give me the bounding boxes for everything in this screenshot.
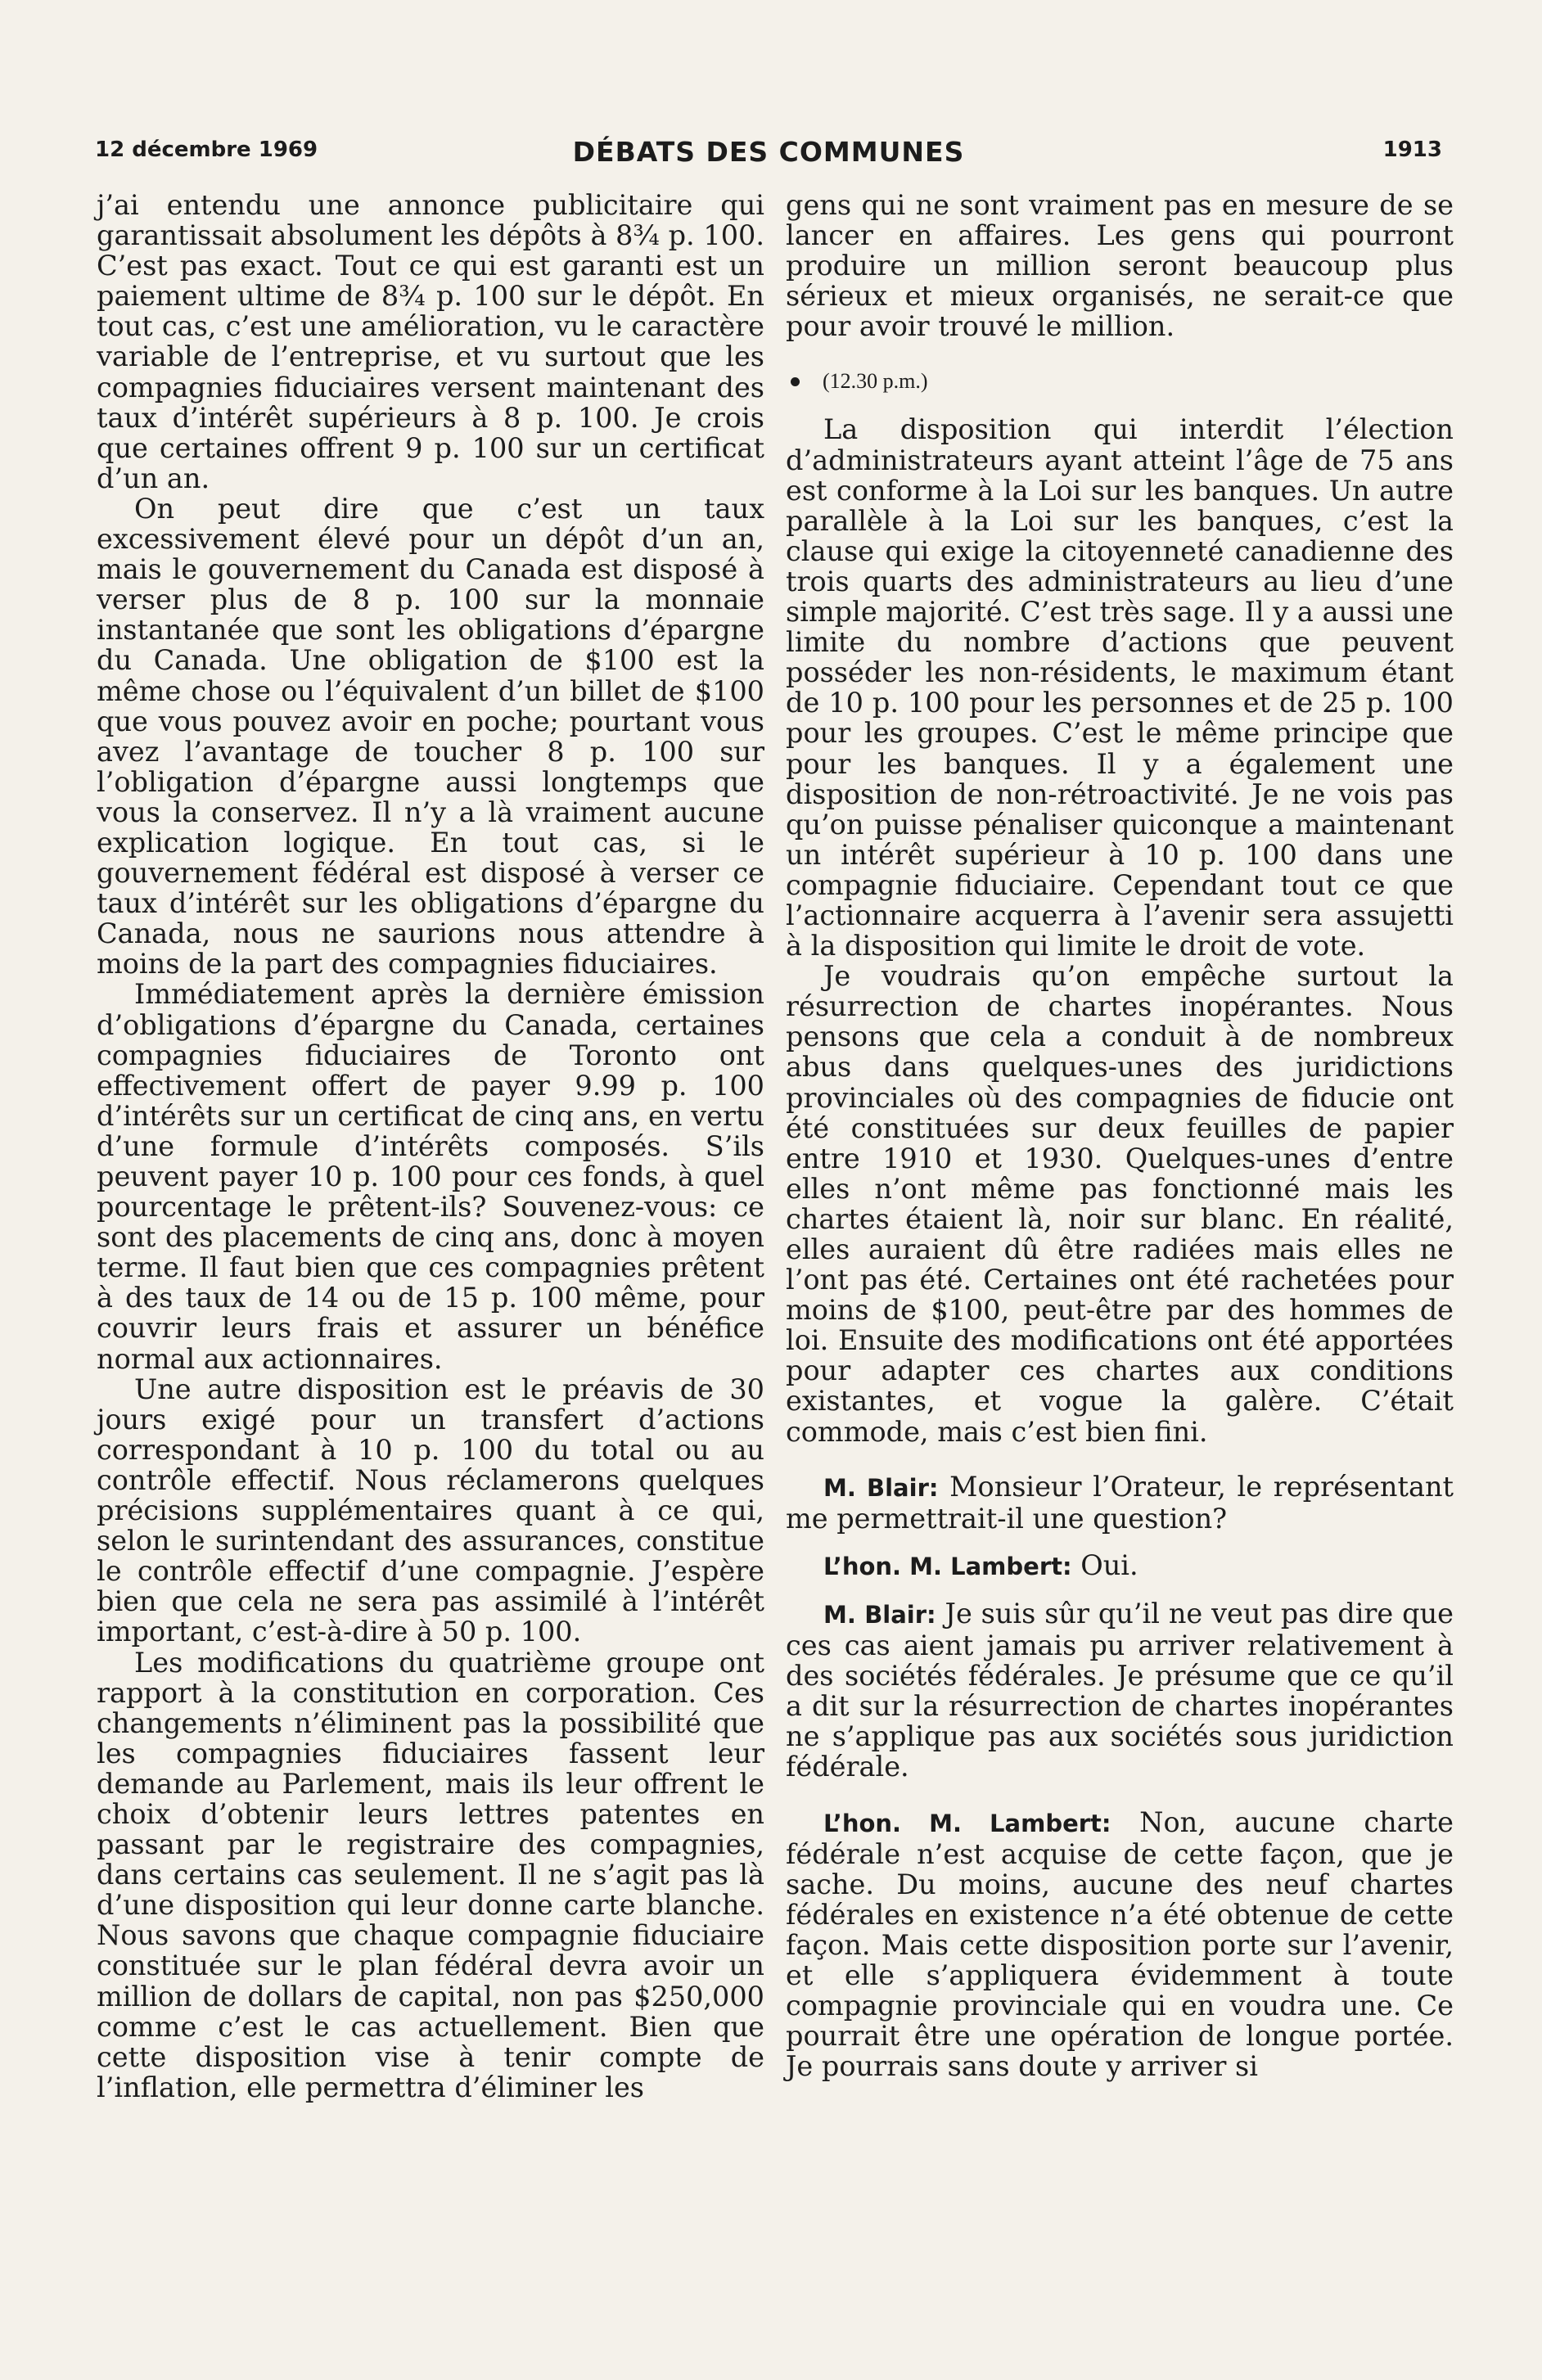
speech-paragraph <box>786 1550 1454 1582</box>
left-column <box>97 190 764 2103</box>
speech-text: Je suis sûr qu’il ne veut pas dire que ces cas aient jamais pu arriver relativement à des sociétés fédérales. Je présume que ce qu’il a dit sur la résurrection de chartes inopérantes ne s’applique pas aux sociétés sous juridiction fédérale. <box>786 1597 1454 1783</box>
speech-text: Oui. <box>1071 1548 1138 1581</box>
speech-paragraph <box>786 1598 1454 1783</box>
speech-paragraph <box>786 1807 1454 2082</box>
speech-text: Non, aucune charte fédérale n’est acquise de cette façon, que je sache. Du moins, aucune des neuf chartes fédérales en existence n’a été obtenue de cette façon. Mais cette disposition porte sur l’avenir, et elle s’appliquera évidemment à toute compagnie provinciale qui en voudra une. Ce pourrait être une opération de longue portée. Je pourrais sans doute y arriver si <box>786 1805 1454 2083</box>
header-date: 12 décembre 1969 <box>95 137 318 162</box>
speech-text: Monsieur l’Orateur, le représentant me permettrait-il une question? <box>786 1470 1454 1535</box>
paragraph: Une autre disposition est le préavis de 30 jours exigé pour un transfert d’actions correspondant à 10 p. 100 du total ou au contrôle effectif. Nous réclamerons quelques précisions supplémentaires quant à ce qui, selon le surintendant des assurances, constitue le contrôle effectif d’une compagnie. J’espère bien que cela ne sera pas assimilé à l’intérêt important, c’est-à-dire à 50 p. 100. <box>97 1373 764 1648</box>
speaker-name: M. Blair: <box>823 1600 936 1629</box>
paragraph: La disposition qui interdit l’élection d’administrateurs ayant atteint l’âge de 75 ans est conforme à la Loi sur les banques. Un autre parallèle à la Loi sur les banques, c’est la clause qui exige la citoyenneté canadienne des trois quarts des administrateurs au lieu d’une simple majorité. C’est très sage. Il y a aussi une limite du nombre d’actions que peuvent posséder les non-résidents, le maximum étant de 10 p. 100 pour les personnes et de 25 p. 100 pour les groupes. C’est le même principe que pour les banques. Il y a également une disposition de non-rétroactivité. Je ne vois pas qu’on puisse pénaliser quiconque a maintenant un intérêt supérieur à 10 p. 100 dans une compagnie fiduciaire. Cependant tout ce que l’actionnaire acquerra à l’avenir sera assujetti à la disposition qui limite le droit de vote. <box>786 413 1454 962</box>
bullet-icon <box>791 377 800 386</box>
speech-paragraph <box>786 1472 1454 1534</box>
timestamp: (12.30 p.m.) <box>823 369 928 394</box>
speaker-name: L’hon. M. Lambert: <box>823 1552 1072 1580</box>
speaker-name: L’hon. M. Lambert: <box>823 1809 1111 1837</box>
header-page-number: 1913 <box>1382 137 1442 162</box>
paragraph: Les modifications du quatrième groupe ont rapport à la constitution en corporation. Ces changements n’éliminent pas la possibilité que les compagnies fiduciaires fassent leur demande au Parlement, mais ils leur offrent le choix d’obtenir leurs lettres patentes en passant par le registraire des compagnies, dans certains cas seulement. Il ne s’agit pas là d’une disposition qui leur donne carte blanche. Nous savons que chaque compagnie fiduciaire constituée sur le plan fédéral devra avoir un million de dollars de capital, non pas $250,000 comme c’est le cas actuellement. Bien que cette disposition vise à tenir compte de l’inflation, elle permettra d’éliminer les <box>97 1646 764 2103</box>
paragraph: gens qui ne sont vraiment pas en mesure de se lancer en affaires. Les gens qui pourront produire un million seront beaucoup plus sérieux et mieux organisés, ne serait-ce que pour avoir trouvé le million. <box>786 189 1454 343</box>
right-column <box>786 190 1454 2081</box>
paragraph: On peut dire que c’est un taux excessivement élevé pour un dépôt d’un an, mais le gouvernement du Canada est disposé à verser plus de 8 p. 100 sur la monnaie instantanée que sont les obligations d’épargne du Canada. Une obligation de $100 est la même chose ou l’équivalent d’un billet de $100 que vous pouvez avoir en poche; pourtant vous avez l’avantage de toucher 8 p. 100 sur l’obligation d’épargne aussi longtemps que vous la conservez. Il n’y a là vraiment aucune explication logique. En tout cas, si le gouvernement fédéral est disposé à verser ce taux d’intérêt sur les obligations d’épargne du Canada, nous ne saurions nous attendre à moins de la part des compagnies fiduciaires. <box>97 492 764 980</box>
paragraph: Immédiatement après la dernière émission d’obligations d’épargne du Canada, certaines compagnies fiduciaires de Toronto ont effectivement offert de payer 9.99 p. 100 d’intérêts sur un certificat de cinq ans, en vertu d’une formule d’intérêts composés. S’ils peuvent payer 10 p. 100 pour ces fonds, à quel pourcentage le prêtent-ils? Souvenez-vous: ce sont des placements de cinq ans, donc à moyen terme. Il faut bien que ces compagnies prêtent à des taux de 14 ou de 15 p. 100 même, pour couvrir leurs frais et assurer un bénéfice normal aux actionnaires. <box>97 978 764 1375</box>
speaker-name: M. Blair: <box>823 1473 939 1502</box>
timestamp-marker <box>786 366 1454 396</box>
header-title: DÉBATS DES COMMUNES <box>572 136 965 168</box>
paragraph: j’ai entendu une annonce publicitaire qui garantissait absolument les dépôts à 8¾ p. 100. C’est pas exact. Tout ce qui est garanti est un paiement ultime de 8¾ p. 100 sur le dépôt. En tout cas, c’est une amélioration, vu le caractère variable de l’entreprise, et vu surtout que les compagnies fiduciaires versent maintenant des taux d’intérêt supérieurs à 8 p. 100. Je crois que certaines offrent 9 p. 100 sur un certificat d’un an. <box>97 189 764 494</box>
paragraph: Je voudrais qu’on empêche surtout la résurrection de chartes inopérantes. Nous pensons que cela a conduit à de nombreux abus dans quelques-unes des juridictions provinciales où des compagnies de fiducie ont été constituées sur deux feuilles de papier entre 1910 et 1930. Quelques-unes d’entre elles n’ont même pas fonctionné mais les chartes étaient là, noir sur blanc. En réalité, elles auraient dû être radiées mais elles ne l’ont pas été. Certaines ont été rachetées pour moins de $100, peut-être par des hommes de loi. Ensuite des modifications ont été apportées pour adapter ces chartes aux conditions existantes, et vogue la galère. C’était commode, mais c’est bien fini. <box>786 960 1454 1448</box>
